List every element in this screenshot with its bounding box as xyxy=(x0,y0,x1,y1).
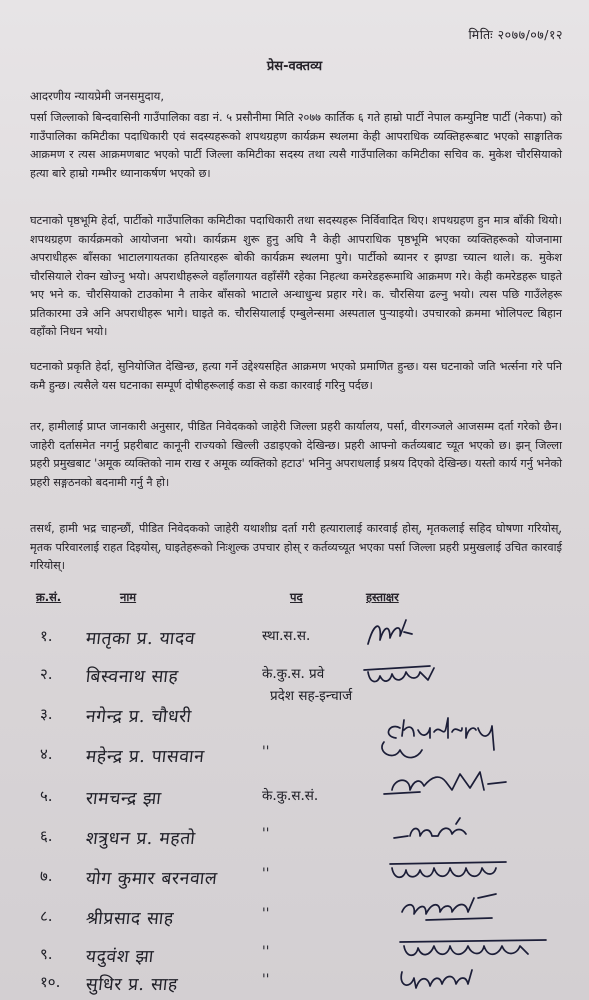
row-post: '' xyxy=(262,944,270,960)
handwritten-signature xyxy=(396,962,506,998)
row-serial: ४. xyxy=(40,745,53,763)
row-name: रामचन्द्र झा xyxy=(84,789,163,809)
paragraph-police-inaction: तर, हामीलाई प्राप्त जानकारी अनुसार, पीडित निवेदकको जाहेरी जिल्ला प्रहरी कार्यालय, पर्सा, वीरगञ्जले आजसम्म दर्ता गरेको छैन। जाहेरी दर्तासमेत नगर्नु प्रहरीबाट कानूनी राज्यको खिल्ली उडाइएको देखिन्छ। प्रहरी आफ्नो कर्तव्यबाट च्यूत भएको छ। झन् जिल्ला प्रहरी प्रमुखबाट 'अमूक व्यक्तिको नाम राख र अमूक व्यक्तिको हटाउ' भनिनु अपराधलाई प्रश्रय दिएको देखिन्छ। यस्तो कार्य गर्नु भनेको प्रहरी सङ्गठनको बदनामी गर्नु नै हो। xyxy=(30,420,562,489)
row-serial: २. xyxy=(40,665,53,683)
paragraph-nature: घटनाको प्रकृति हेर्दा, सुनियोजित देखिन्छ, हत्या गर्ने उद्देश्यसहित आक्रमण भएको प्रमाणित हुन्छ। यस घटनाको जति भर्त्सना गरे पनि कमै हुन्छ। त्यसैले यस घटनाका सम्पूर्ण दोषीहरूलाई कडा से कडा कारवाई गरिनु पर्दछ। xyxy=(30,360,562,392)
row-name: महेन्द्र प्र. पासवान xyxy=(84,747,206,767)
row-serial: ६. xyxy=(40,827,53,845)
handwritten-signature xyxy=(370,714,550,770)
header-signature: हस्ताक्षर xyxy=(366,590,399,604)
handwritten-signature xyxy=(396,888,526,932)
row-post: '' xyxy=(262,866,270,882)
row-name: नगेन्द्र प्र. चौधरी xyxy=(84,707,193,727)
row-post: '' xyxy=(262,744,270,760)
header-serial: क्र.सं. xyxy=(36,590,62,604)
row-post: प्रदेश सह-इन्चार्ज xyxy=(270,688,353,704)
handwritten-signature xyxy=(390,814,500,858)
handwritten-signature xyxy=(380,764,550,814)
row-serial: ७. xyxy=(40,867,53,885)
paragraph-background: घटनाको पृष्ठभूमि हेर्दा, पार्टीको गाउँपालिका कमिटीका पदाधिकारी तथा सदस्यहरू निर्विवादित थिए। शपथग्रहण हुन मात्र बाँकी थियो। शपथग्रहण कार्यक्रमको आयोजना भयो। कार्यक्रम शुरू हुनु अघि नै केही आपराधिक पृष्ठभूमि भएका व्यक्तिहरूको योजनामा अपराधीहरू बाँसका भाटालगायतका हतियारहरू बोकी कार्यक्रम स्थलमा पुगे। पार्टीको ब्यानर र झण्डा च्यात्न थाले। क. मुकेश चौरसियाले रोक्न खोज्नु भयो। अपराधीहरूले वहाँलगायत वहाँसँगै रहेका निहत्था कमरेडहरूमाथि आक्रमण गरे। केही कमरेडहरू घाइते भए भने क. चौरसियाको टाउकोमा नै ताकेर बाँसको भाटाले अन्धाधुन्ध प्रहार गरे। क. चौरसिया ढल्नु भयो। त्यस पछि गाउँलेहरू प्रतिकारमा उत्रे अनि अपराधीहरू भागे। घाइते क. चौरसियालाई एम्बुलेन्समा अस्पताल पुऱ्याइयो। उपचारको क्रममा भोलिपल्ट बिहान वहाँको निधन भयो। xyxy=(30,214,562,338)
row-serial: १. xyxy=(40,627,53,645)
row-name: मातृका प्र. यादव xyxy=(84,629,197,649)
row-name: बिस्वनाथ साह xyxy=(84,667,180,687)
signatory-table-header xyxy=(28,590,548,606)
header-name: नाम xyxy=(120,590,137,604)
row-serial: १०. xyxy=(40,973,61,991)
document-title: प्रेस-वक्तव्य xyxy=(266,59,323,74)
row-serial: ३. xyxy=(40,705,53,723)
row-post: '' xyxy=(262,906,270,922)
row-name: शत्रुधन प्र. महतो xyxy=(84,829,197,849)
row-name: योग कुमार बरनवाल xyxy=(84,869,219,889)
header-post: पद xyxy=(290,590,303,604)
salutation: आदरणीय न्यायप्रेमी जनसमुदाय, xyxy=(30,89,165,103)
row-serial: ९. xyxy=(40,945,53,963)
row-name: सुधिर प्र. साह xyxy=(84,975,179,995)
row-post: स्था.स.स. xyxy=(262,628,311,644)
row-post: '' xyxy=(262,826,270,842)
signatory-row xyxy=(0,626,589,664)
row-post: के.कु.स. प्रवे xyxy=(262,666,325,682)
signatory-row xyxy=(0,972,589,1000)
document-date: मितिः २०७७/०७/१२ xyxy=(468,27,563,42)
row-serial: ५. xyxy=(40,787,53,805)
row-name: यदुवंश झा xyxy=(84,947,155,967)
signatory-row xyxy=(0,786,589,824)
paragraph-demands: तसर्थ, हामी भद्र चाहन्छौं, पीडित निवेदकको जाहेरी यथाशीघ्र दर्ता गरी हत्यारालाई कारवाई होस्, मृतकलाई सहिद घोषणा गरियोस्, मृतक परिवारलाई राहत दिइयोस्, घाइतेहरूको निःशुल्क उपचार होस् र कर्तव्यच्यूत भएका पर्सा जिल्ला प्रहरी प्रमुखलाई उचित कारवाई गरियोस्। xyxy=(30,522,562,572)
row-serial: ८. xyxy=(40,907,53,925)
row-name: श्रीप्रसाद साह xyxy=(84,909,175,929)
paragraph-incident: पर्सा जिल्लाको बिन्दवासिनी गाउँपालिका वडा नं. ५ प्रसौनीमा मिति २०७७ कार्तिक ६ गते हाम्रो पार्टी नेपाल कम्युनिष्ट पार्टी (नेकपा) को गाउँपालिका कमिटीका पदाधिकारी एवं सदस्यहरूको शपथग्रहण कार्यक्रम स्थलमा केही आपराधिक व्यक्तिहरूबाट भएको साङ्घातिक आक्रमण र त्यस आक्रमणबाट भएको पार्टी जिल्ला कमिटीका सदस्य तथा त्यसै गाउँपालिका कमिटीका सचिव क. मुकेश चौरसियाको हत्या बारे हाम्रो गम्भीर ध्यानाकर्षण भएको छ। xyxy=(30,111,562,180)
row-post: '' xyxy=(262,972,270,988)
row-post: के.कु.स.सं. xyxy=(262,788,319,804)
handwritten-signature xyxy=(360,650,460,694)
